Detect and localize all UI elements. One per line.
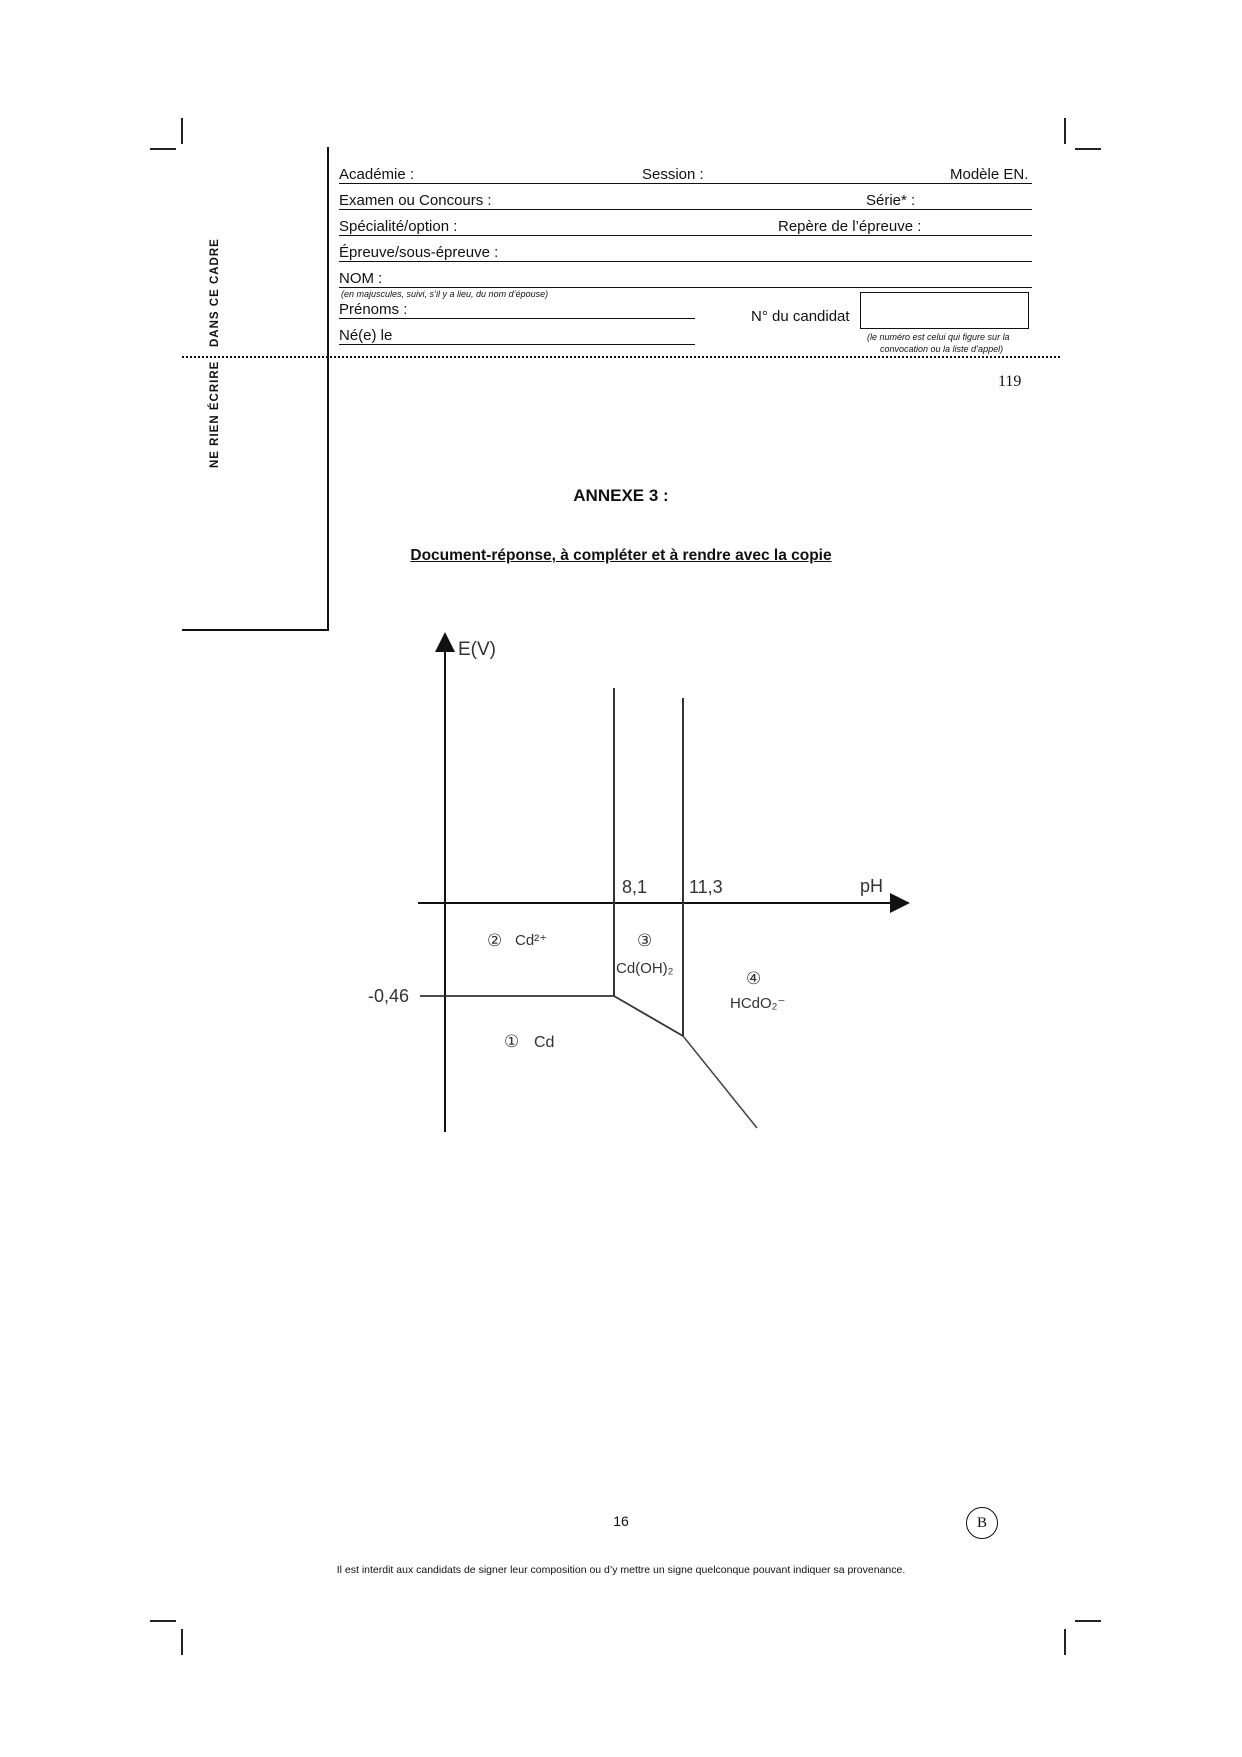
ne-le-field[interactable] [339, 344, 695, 345]
badge-b: B [966, 1507, 998, 1539]
crop-mark [181, 1629, 183, 1655]
page-number: 16 [613, 1513, 629, 1529]
crop-mark [1075, 148, 1101, 150]
footer-warning: Il est interdit aux candidats de signer leur composition ou d’y mettre un signe quelconque pouvant indiquer sa provenance. [336, 1564, 906, 1576]
page-number-top: 119 [998, 373, 1022, 390]
nom-label: NOM : [339, 270, 383, 287]
examen-field[interactable] [339, 209, 1032, 210]
nom-note: (en majuscules, suivi, s’il y a lieu, du nom d’épouse) [341, 289, 549, 299]
candidat-label: N° du candidat [751, 308, 850, 325]
zone4-number: ④ [746, 969, 762, 988]
tick-ph-11-3: 11,3 [689, 877, 723, 897]
zone2-label: Cd²⁺ [515, 932, 548, 949]
header-frame-bottom [182, 629, 329, 631]
crop-mark [181, 118, 183, 144]
repere-label: Repère de l’épreuve : [778, 218, 922, 235]
academie-field[interactable] [339, 183, 1032, 184]
crop-mark [1064, 1629, 1066, 1655]
nom-field[interactable] [339, 287, 1032, 288]
tick-ph-8-1: 8,1 [622, 877, 648, 897]
boundary-hcdo2-cd [683, 1036, 757, 1128]
zone3-number: ③ [637, 931, 653, 950]
epreuve-field[interactable] [339, 261, 1032, 262]
tick-e-0-46: -0,46 [368, 986, 410, 1006]
candidat-note-1: (le numéro est celui qui figure sur la [867, 332, 1010, 342]
side-warning-part1: NE RIEN ÉCRIRE [209, 360, 221, 468]
zone2-number: ② [487, 931, 503, 950]
crop-mark [150, 1620, 176, 1622]
epreuve-label: Épreuve/sous-épreuve : [339, 244, 499, 261]
cut-line [182, 356, 1060, 358]
zone4-label: HCdO₂⁻ [730, 995, 786, 1012]
specialite-label: Spécialité/option : [339, 218, 458, 235]
serie-label: Série* : [866, 192, 916, 209]
academie-label: Académie : [339, 166, 415, 183]
candidat-note-2: convocation ou la liste d’appel) [880, 344, 1004, 354]
x-axis-label: pH [860, 876, 884, 896]
specialite-field[interactable] [339, 235, 1032, 236]
zone3-label: Cd(OH)₂ [616, 960, 674, 977]
modele-label: Modèle EN. [950, 166, 1029, 183]
prenoms-label: Prénoms : [339, 301, 408, 318]
zone1-number: ① [504, 1032, 520, 1051]
session-label: Session : [642, 166, 704, 183]
crop-mark [1075, 1620, 1101, 1622]
boundary-cdoh2-cd [614, 996, 683, 1036]
examen-label: Examen ou Concours : [339, 192, 492, 209]
crop-mark [150, 148, 176, 150]
document-subtitle: Document-réponse, à compléter et à rendre avec la copie [410, 547, 832, 564]
candidat-number-box[interactable] [860, 292, 1029, 329]
crop-mark [1064, 118, 1066, 144]
zone1-label: Cd [534, 1034, 555, 1051]
prenoms-field[interactable] [339, 318, 695, 319]
ne-le-label: Né(e) le [339, 327, 393, 344]
side-warning-part2: DANS CE CADRE [209, 238, 221, 347]
y-axis-label: E(V) [458, 639, 496, 660]
annexe-title: ANNEXE 3 : [573, 486, 669, 505]
